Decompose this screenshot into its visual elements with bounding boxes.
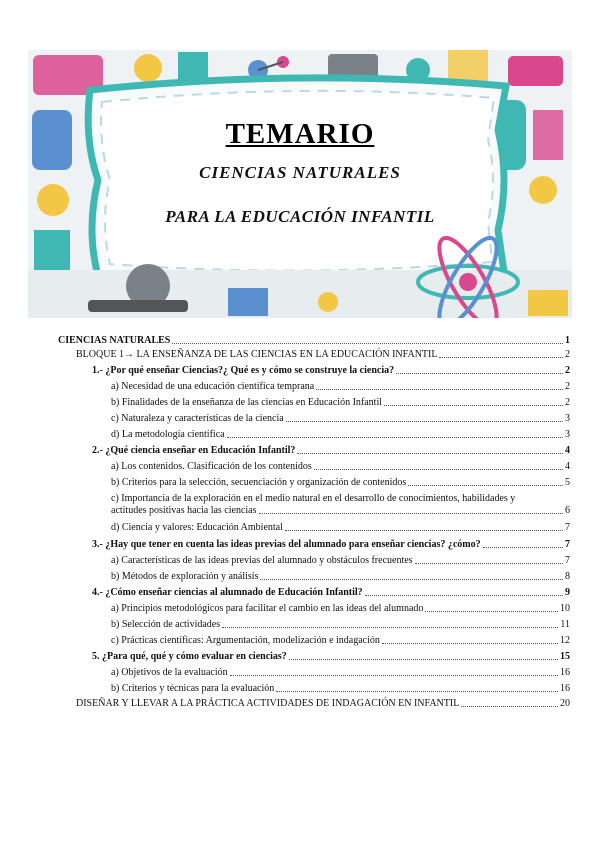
- page-title: TEMARIO: [225, 118, 375, 150]
- toc-entry[interactable]: b) Finalidades de la enseñanza de las ciencias en Educación Infantil 2: [111, 397, 570, 408]
- toc-entry[interactable]: 3.- ¿Hay que tener en cuenta las ideas previas del alumnado para enseñar ciencias? ¿cómo? 7: [92, 539, 570, 550]
- subtitle-educacion: PARA LA EDUCACIÓN INFANTIL: [165, 207, 435, 226]
- toc-entry[interactable]: a) Objetivos de la evaluación 16: [111, 667, 570, 678]
- toc-entry[interactable]: d) La metodología científica 3: [111, 429, 570, 440]
- toc-entry[interactable]: c) Naturaleza y características de la ciencia 3: [111, 413, 570, 424]
- toc-entry[interactable]: a) Características de las ideas previas del alumnado y obstáculos frecuentes 7: [111, 555, 570, 566]
- toc-entry[interactable]: CIENCIAS NATURALES 1: [58, 335, 570, 346]
- toc-entry[interactable]: b) Criterios y técnicas para la evaluación 16: [111, 683, 570, 694]
- toc-entry[interactable]: a) Necesidad de una educación científica temprana 2: [111, 381, 570, 392]
- toc-entry[interactable]: 4.- ¿Cómo enseñar ciencias al alumnado de Educación Infantil? 9: [92, 587, 570, 598]
- toc-entry[interactable]: BLOQUE 1→ LA ENSEÑANZA DE LAS CIENCIAS EN LA EDUCACIÓN INFANTIL 2: [76, 349, 570, 360]
- toc-entry[interactable]: d) Ciencia y valores: Educación Ambiental 7: [111, 522, 570, 533]
- science-doodle-frame: [28, 50, 572, 318]
- toc-entry[interactable]: b) Criterios para la selección, secuenciación y organización de contenidos 5: [111, 477, 570, 488]
- toc-entry[interactable]: a) Principios metodológicos para facilitar el cambio en las ideas del alumnado 10: [111, 603, 570, 614]
- toc-entry[interactable]: c) Importancia de la exploración en el medio natural en el desarrollo de conocimientos, habilidades y actitudes positivas hacia las ciencias 6: [111, 493, 570, 516]
- toc-entry[interactable]: 2.- ¿Qué ciencia enseñar en Educación Infantil? 4: [92, 445, 570, 456]
- toc-entry[interactable]: b) Métodos de exploración y análisis 8: [111, 571, 570, 582]
- toc-entry[interactable]: a) Los contenidos. Clasificación de los contenidos 4: [111, 461, 570, 472]
- toc-entry[interactable]: 1.- ¿Por qué enseñar Ciencias?¿ Qué es y cómo se construye la ciencia? 2: [92, 365, 570, 376]
- subtitle-ciencias: CIENCIAS NATURALES: [199, 163, 401, 182]
- toc-entry[interactable]: DISEÑAR Y LLEVAR A LA PRÁCTICA ACTIVIDADES DE INDAGACIÓN EN INFANTIL 20: [76, 698, 570, 709]
- toc-entry[interactable]: 5. ¿Para qué, qué y cómo evaluar en ciencias? 15: [92, 651, 570, 662]
- cover-banner: [28, 50, 572, 318]
- toc-entry[interactable]: b) Selección de actividades 11: [111, 619, 570, 630]
- toc-entry[interactable]: c) Prácticas científicas: Argumentación, modelización e indagación 12: [111, 635, 570, 646]
